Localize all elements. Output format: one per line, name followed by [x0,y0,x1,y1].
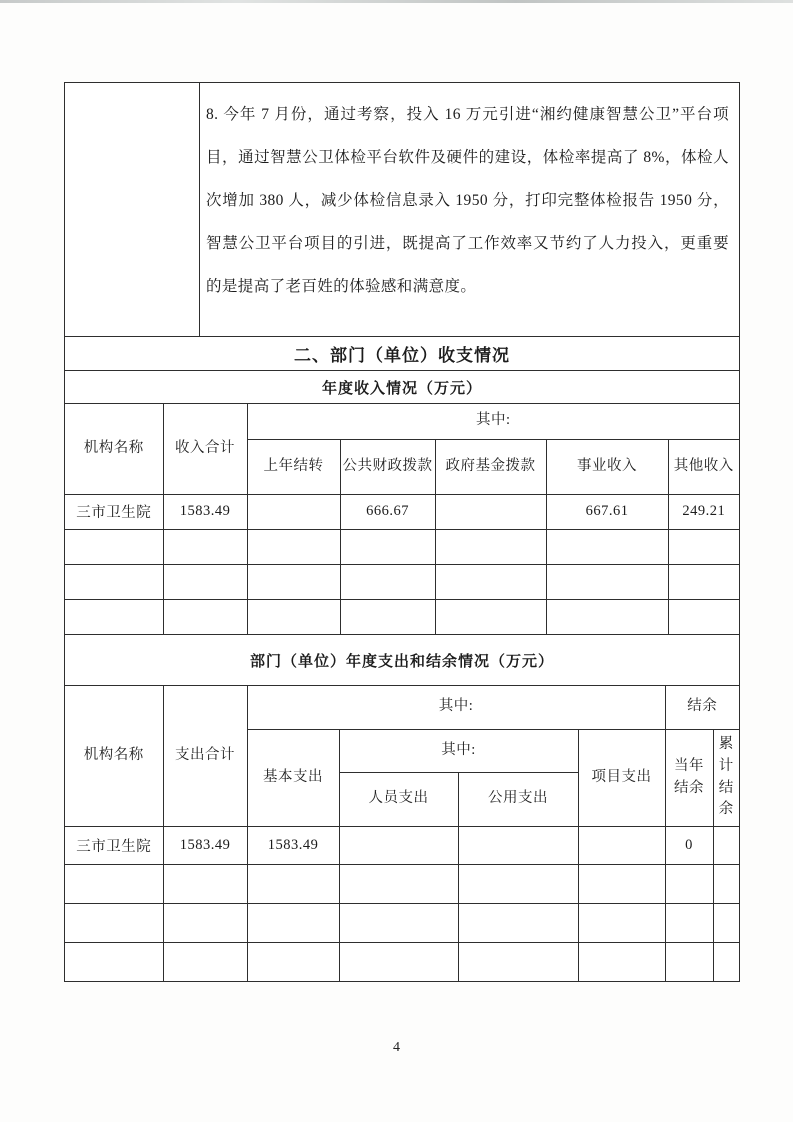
empty-cell [665,903,713,942]
empty-cell [546,564,668,599]
expense-col-header-among: 其中: [247,686,665,729]
expense-cell-total: 1583.49 [163,826,247,864]
income-cell-org: 三市卫生院 [65,494,163,529]
page-number: 4 [393,1040,400,1055]
income-table-wrap [65,403,739,634]
income-col-header-other: 其他收入 [668,439,739,494]
income-col-header-among: 其中: [247,404,739,439]
expense-col-header-total: 支出合计 [163,686,247,826]
note-text: 8. 今年 7 月份，通过考察，投入 16 万元引进“湘约健康智慧公卫”平台项目，通过智慧公卫体检平台软件及硬件的建设，体检率提高了 8%，体检人次增加 380 人，减少体检信息录入 1950 分，打印完整体检报告 1950 分，智慧公卫平台项目的引进，既提高了工作效率又节约了人力投入，更重要的是提高了老百姓的体验感和满意度。 [206,106,729,295]
empty-cell [578,864,665,903]
income-cell-public-finance: 666.67 [340,494,435,529]
empty-cell [65,942,163,981]
income-col-header-gov-fund: 政府基金拨款 [435,439,546,494]
empty-cell [713,942,739,981]
empty-cell [713,864,739,903]
empty-cell [247,564,340,599]
empty-cell [668,564,739,599]
empty-cell [339,942,458,981]
income-table [65,404,739,634]
empty-cell [435,599,546,634]
empty-cell [247,903,339,942]
empty-cell [163,864,247,903]
expense-col-header-public: 公用支出 [458,772,578,826]
income-table-row-empty [65,599,739,634]
empty-cell [458,864,578,903]
expense-table-row-empty [65,942,739,981]
empty-cell [65,864,163,903]
income-col-header-public-finance: 公共财政拨款 [340,439,435,494]
expense-col-header-personnel: 人员支出 [339,772,458,826]
expense-cell-basic: 1583.49 [247,826,339,864]
empty-cell [546,599,668,634]
income-table-row-empty [65,564,739,599]
expense-table-wrap [65,685,739,981]
income-cell-other: 249.21 [668,494,739,529]
empty-cell [65,529,163,564]
empty-cell [65,903,163,942]
expense-cell-personnel [339,826,458,864]
empty-cell [247,942,339,981]
empty-cell [458,942,578,981]
expense-cell-public [458,826,578,864]
empty-cell [435,529,546,564]
empty-cell [546,529,668,564]
expense-col-header-among2: 其中: [339,729,578,772]
empty-cell [163,942,247,981]
empty-cell [339,903,458,942]
expense-table-row-empty [65,903,739,942]
income-col-header-total: 收入合计 [163,404,247,494]
empty-cell [247,864,339,903]
empty-cell [668,529,739,564]
empty-cell [340,529,435,564]
income-cell-business: 667.61 [546,494,668,529]
income-cell-gov-fund [435,494,546,529]
empty-cell [578,903,665,942]
expense-table-row-empty [65,864,739,903]
expense-cell-accumulated-balance [713,826,739,864]
expense-cell-current-balance: 0 [665,826,713,864]
empty-cell [665,942,713,981]
empty-cell [668,599,739,634]
empty-cell [578,942,665,981]
income-col-header-business: 事业收入 [546,439,668,494]
expense-col-header-org: 机构名称 [65,686,163,826]
empty-cell [163,564,247,599]
empty-cell [65,599,163,634]
empty-cell [340,564,435,599]
expense-col-header-current-balance: 当年结余 [665,729,713,826]
empty-cell [458,903,578,942]
note-section [65,83,739,336]
document-body [64,82,740,982]
expense-col-header-balance: 结余 [665,686,739,729]
income-table-row-empty [65,529,739,564]
income-col-header-carryover: 上年结转 [247,439,340,494]
empty-cell [163,599,247,634]
expense-table-row [65,826,739,864]
empty-cell [65,564,163,599]
expense-table-title: 部门（单位）年度支出和结余情况（万元） [65,634,739,685]
empty-cell [340,599,435,634]
empty-cell [435,564,546,599]
empty-cell [339,864,458,903]
section-title: 二、部门（单位）收支情况 [65,336,739,370]
scan-artifact-top-edge [0,0,793,3]
income-cell-total: 1583.49 [163,494,247,529]
empty-cell [163,529,247,564]
empty-cell [665,864,713,903]
income-table-row [65,494,739,529]
income-table-title: 年度收入情况（万元） [65,370,739,403]
expense-col-header-basic: 基本支出 [247,729,339,826]
expense-col-header-project: 项目支出 [578,729,665,826]
empty-cell [163,903,247,942]
empty-cell [247,599,340,634]
income-col-header-org: 机构名称 [65,404,163,494]
note-label-cell-empty [65,83,200,336]
expense-table [65,686,739,981]
expense-cell-org: 三市卫生院 [65,826,163,864]
expense-col-header-accumulated-balance: 累计结余 [713,729,739,826]
empty-cell [713,903,739,942]
income-cell-carryover [247,494,340,529]
expense-cell-project [578,826,665,864]
empty-cell [247,529,340,564]
